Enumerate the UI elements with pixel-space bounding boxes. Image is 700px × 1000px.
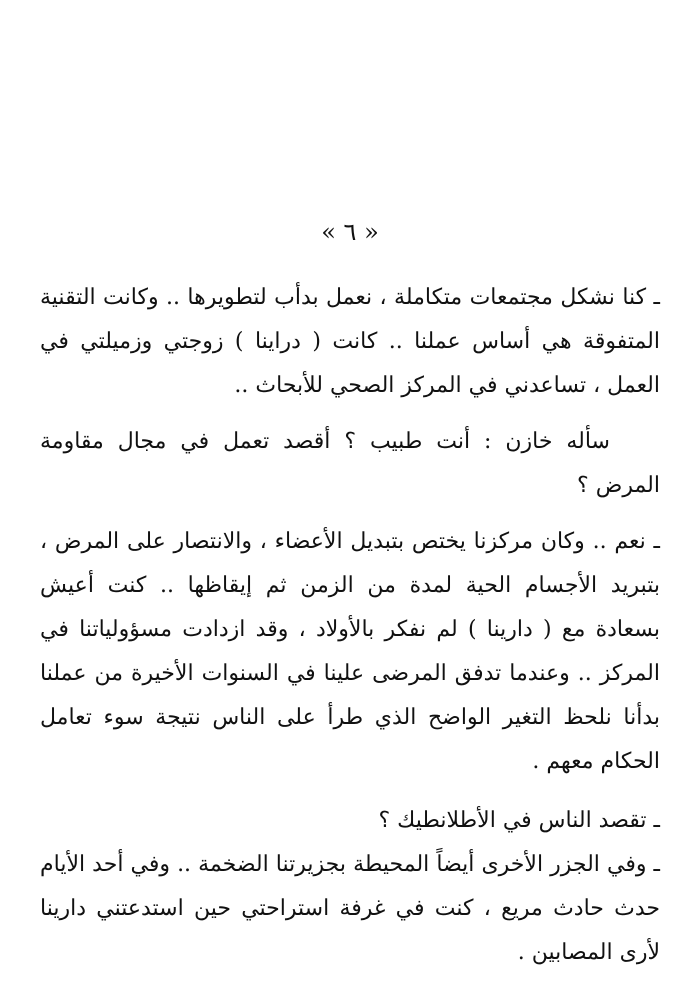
paragraph-4: ـ تقصد الناس في الأطلانطيك ؟ (378, 808, 660, 833)
paragraph-5: ـ وفي الجزر الأخرى أيضاً المحيطة بجزيرتنا الضخمة .. وفي أحد الأيام حدث حادث مريع ، كنت في غرفة استراحتي حين استدعتني دارينا لأرى المصابين . (40, 852, 660, 965)
chapter-number: « ٦ » (321, 218, 379, 246)
paragraph-2: سأله خازن : أنت طبيب ؟ أقصد تعمل في مجال مقاومة المرض ؟ (40, 429, 660, 498)
paragraph-1: ـ كنا نشكل مجتمعات متكاملة ، نعمل بدأب لتطويرها .. وكانت التقنية المتفوقة هي أساس عملنا .. كانت ( دراينا ) زوجتي وزميلتي في العمل ، تساعدني في المركز الصحي للأبحاث .. (40, 285, 660, 398)
paragraph-3: ـ نعم .. وكان مركزنا يختص بتبديل الأعضاء ، والانتصار على المرض ، بتبريد الأجسام الحية لمدة من الزمن ثم إيقاظها .. كنت أعيش بسعادة مع ( دارينا ) لم نفكر بالأولاد ، وقد ازدادت مسؤولياتنا في المركز .. وعندما تدفق المرضى علينا في السنوات الأخيرة من عملنا بدأنا نلحظ التغير الواضح الذي طرأ على الناس نتيجة سوء تعامل الحكام معهم . (40, 529, 660, 774)
